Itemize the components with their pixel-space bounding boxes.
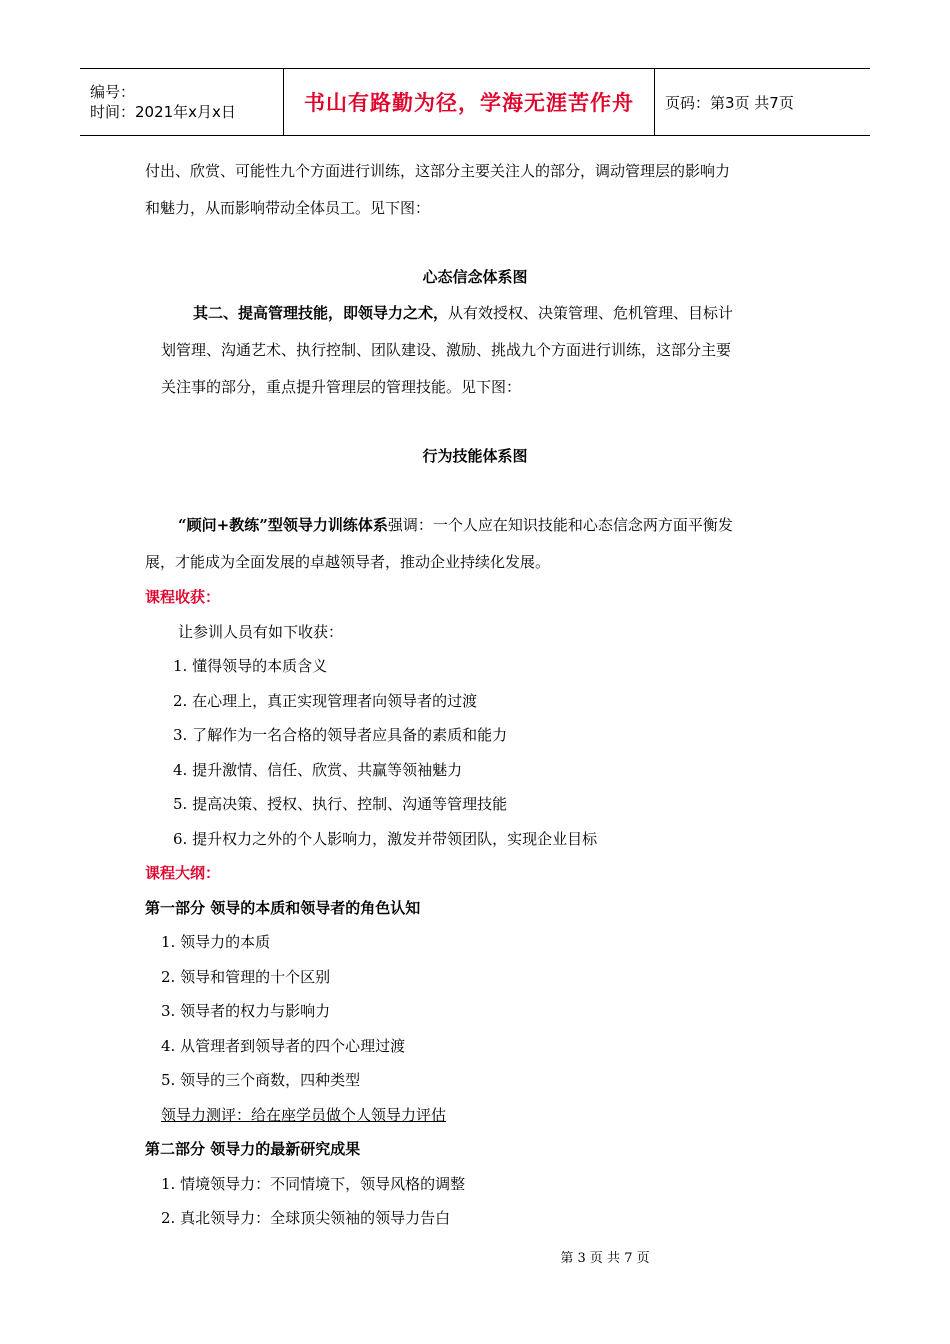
figure-caption: 行为技能体系图 [422, 447, 528, 465]
list-item: 5. 领导的三个商数，四种类型 [161, 1071, 361, 1089]
part-title: 第二部分 领导力的最新研究成果 [145, 1140, 361, 1158]
paragraph-text: 强调：一个人应在知识技能和心态信念两方面平衡发 [387, 516, 733, 534]
figure-caption: 心态信念体系图 [422, 268, 528, 286]
paragraph-line: 划管理、沟通艺术、执行控制、团队建设、激励、挑战九个方面进行训练，这部分主要 [161, 341, 732, 359]
bold-lead: “顾问+教练”型领导力训练体系 [178, 516, 388, 534]
number-label: 编号： [90, 83, 136, 101]
bold-lead: 其二、提高管理技能，即领导力之术， [193, 304, 449, 322]
header-page-cell [655, 69, 870, 135]
paragraph-line: 关注事的部分，重点提升管理层的管理技能。见下图： [161, 378, 522, 396]
part-title: 第一部分 领导的本质和领导者的角色认知 [145, 899, 421, 917]
list-item: 1. 懂得领导的本质含义 [173, 657, 328, 675]
list-item: 4. 提升激情、信任、欣赏、共赢等领袖魅力 [173, 761, 463, 779]
list-item: 3. 领导者的权力与影响力 [161, 1002, 331, 1020]
assessment-note: 领导力测评：给在座学员做个人领导力评估 [161, 1106, 447, 1124]
list-item: 1. 领导力的本质 [161, 933, 271, 951]
header-table [80, 68, 870, 136]
section-heading: 课程收获： [145, 588, 221, 606]
list-item: 3. 了解作为一名合格的领导者应具备的素质和能力 [173, 726, 508, 744]
paragraph-line: 展，才能成为全面发展的卓越领导者，推动企业持续化发展。 [145, 553, 551, 571]
list-item: 2. 真北领导力：全球顶尖领袖的领导力告白 [161, 1209, 451, 1227]
paragraph-line: 付出、欣赏、可能性九个方面进行训练，这部分主要关注人的部分，调动管理层的影响力 [145, 162, 731, 180]
paragraph-text: 从有效授权、决策管理、危机管理、目标计 [448, 304, 734, 322]
header-info-cell [80, 69, 283, 135]
list-intro: 让参训人员有如下收获： [178, 623, 344, 641]
section-heading: 课程大纲： [145, 864, 221, 882]
paragraph-line [178, 514, 733, 536]
motto: 书山有路勤为径，学海无涯苦作舟 [304, 91, 634, 115]
list-item: 6. 提升权力之外的个人影响力，激发并带领团队，实现企业目标 [173, 830, 598, 848]
list-item: 1. 情境领导力：不同情境下，领导风格的调整 [161, 1175, 466, 1193]
paragraph-line [193, 302, 733, 324]
page-label: 页码：第3页 共7页 [665, 93, 794, 112]
paragraph-line: 和魅力，从而影响带动全体员工。见下图： [145, 199, 431, 217]
list-item: 4. 从管理者到领导者的四个心理过渡 [161, 1037, 406, 1055]
time-label: 时间：2021年x月x日 [90, 103, 236, 121]
list-item: 5. 提高决策、授权、执行、控制、沟通等管理技能 [173, 795, 508, 813]
header-motto-cell [283, 69, 655, 135]
list-item: 2. 领导和管理的十个区别 [161, 968, 331, 986]
list-item: 2. 在心理上，真正实现管理者向领导者的过渡 [173, 692, 478, 710]
page-footer: 第 3 页 共 7 页 [560, 1251, 650, 1266]
